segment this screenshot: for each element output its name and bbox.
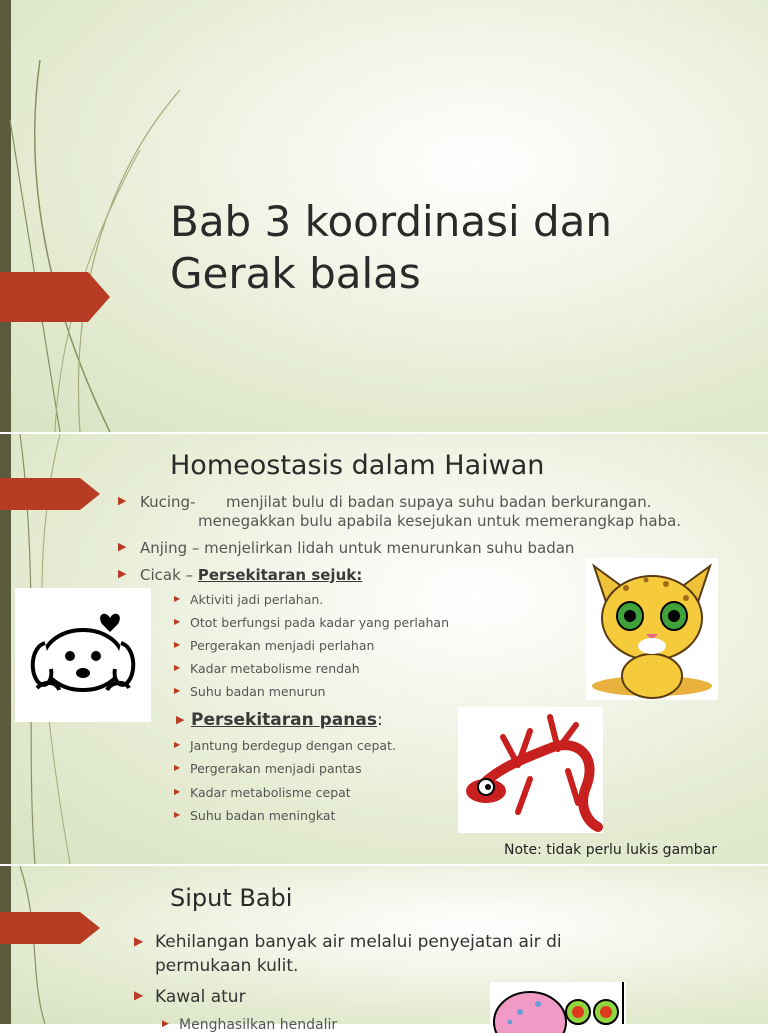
sejuk-item: Aktiviti jadi perlahan. — [190, 592, 324, 607]
bullet-icon: ▶ — [174, 594, 181, 603]
bullet-icon: ▶ — [118, 540, 127, 553]
cicak-line — [140, 566, 362, 584]
snail-illustration — [490, 982, 626, 1024]
bullet-icon: ▶ — [134, 934, 144, 948]
siput-item-2: Kawal atur — [155, 987, 246, 1007]
slide-3-title: Siput Babi — [170, 884, 293, 912]
siput-item-1-line-2: permukaan kulit. — [155, 956, 299, 976]
kucing-line-1: menjilat bulu di badan supaya suhu badan berkurangan. — [226, 493, 652, 511]
bullet-icon: ▶ — [174, 640, 181, 649]
bullet-icon: ▶ — [118, 567, 127, 580]
kucing-label: Kucing- — [140, 493, 196, 511]
kucing-line-2: menegakkan bulu apabila kesejukan untuk memerangkap haba. — [198, 512, 682, 530]
siput-sub-1: Menghasilkan hendalir — [179, 1017, 338, 1033]
bullet-icon: ▶ — [176, 713, 185, 726]
bullet-icon: ▶ — [174, 663, 181, 672]
bullet-icon: ▶ — [174, 686, 181, 695]
accent-arrow — [0, 478, 100, 510]
panas-item: Kadar metabolisme cepat — [190, 785, 351, 800]
dog-illustration — [15, 588, 151, 722]
accent-arrow — [0, 912, 100, 944]
bullet-icon: ▶ — [174, 810, 181, 819]
cat-illustration — [586, 558, 718, 700]
panas-colon: : — [376, 710, 383, 730]
title-line-1: Bab 3 koordinasi dan — [170, 197, 612, 246]
slide-homeostasis — [0, 434, 768, 864]
panas-item: Pergerakan menjadi pantas — [190, 761, 362, 776]
bullet-icon: ▶ — [174, 617, 181, 626]
bullet-icon: ▶ — [174, 763, 181, 772]
slide-title — [0, 0, 768, 432]
note-text: Note: tidak perlu lukis gambar — [504, 842, 718, 858]
sejuk-item: Pergerakan menjadi perlahan — [190, 638, 375, 653]
decorative-curves — [0, 866, 120, 1024]
panas-heading: Persekitaran panas — [191, 710, 377, 730]
sejuk-heading: Persekitaran sejuk: — [197, 566, 363, 584]
slide-siput-babi — [0, 866, 768, 1033]
bullet-icon: ▶ — [174, 787, 181, 796]
bullet-icon: ▶ — [134, 988, 144, 1002]
panas-line — [191, 710, 383, 730]
cicak-prefix: Cicak – — [140, 566, 194, 584]
sejuk-item: Kadar metabolisme rendah — [190, 661, 360, 676]
panas-item: Suhu badan meningkat — [190, 808, 336, 823]
siput-item-1-line-1: Kehilangan banyak air melalui penyejatan air di — [155, 932, 562, 952]
slide-2-title: Homeostasis dalam Haiwan — [170, 450, 545, 481]
anjing-text: Anjing – menjelirkan lidah untuk menurunkan suhu badan — [140, 539, 575, 557]
bullet-icon: ▶ — [174, 740, 181, 749]
title-line-2: Gerak balas — [170, 249, 421, 298]
panas-item: Jantung berdegup dengan cepat. — [190, 738, 396, 753]
bullet-icon: ▶ — [118, 494, 127, 507]
gecko-illustration — [458, 707, 603, 833]
slide-title-text — [170, 196, 612, 300]
accent-arrow — [0, 272, 110, 322]
sejuk-item: Suhu badan menurun — [190, 684, 326, 699]
bullet-icon: ▶ — [162, 1019, 169, 1029]
sejuk-item: Otot berfungsi pada kadar yang perlahan — [190, 615, 450, 630]
